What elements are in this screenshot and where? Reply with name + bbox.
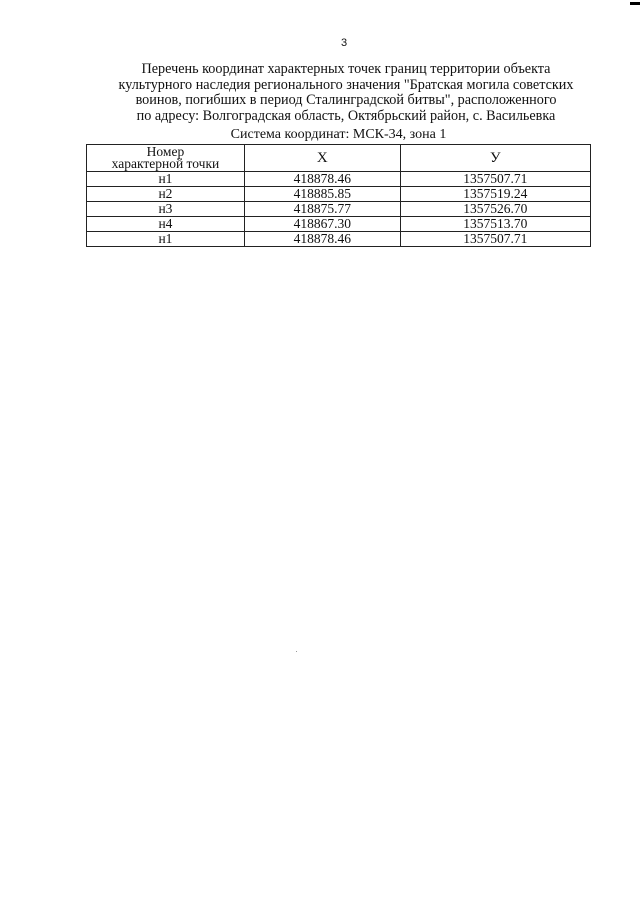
cell-point: н2 [87,187,245,202]
cell-y: 1357507.71 [400,172,590,187]
cell-x: 418885.85 [244,187,400,202]
title-line-3: воинов, погибших в период Сталинградской битвы", расположенного [135,92,557,108]
cell-point: н3 [87,202,245,217]
table-header-row [87,145,591,172]
document-title [86,62,606,124]
cell-point: н1 [87,172,245,187]
header-point-number [87,145,245,172]
title-line-2: культурного наследия регионального значения "Братская могила советских [118,76,574,93]
cell-y: 1357526.70 [400,202,590,217]
header-point-line-1: Номер [146,144,185,159]
cell-x: 418875.77 [244,202,400,217]
cell-x: 418878.46 [244,232,400,247]
scan-speck [296,651,297,652]
cell-point: н4 [87,217,245,232]
cell-y: 1357513.70 [400,217,590,232]
cell-point: н1 [87,232,245,247]
table-row [87,217,591,232]
header-x: X [244,145,400,172]
page-number: 3 [340,37,348,49]
cell-x: 418867.30 [244,217,400,232]
coordinates-table [86,144,591,247]
cell-y: 1357519.24 [400,187,590,202]
cell-x: 418878.46 [244,172,400,187]
header-point-line-2: характерной точки [111,156,220,171]
corner-scan-mark [630,2,640,5]
coordinate-system-caption: Система координат: МСК-34, зона 1 [230,127,447,142]
title-line-1: Перечень координат характерных точек границ территории объекта [141,61,551,77]
title-line-4: по адресу: Волгоградская область, Октябрьский район, с. Васильевка [136,107,556,124]
table-row [87,172,591,187]
table-row [87,232,591,247]
table-row [87,202,591,217]
header-y: У [400,145,590,172]
table-row [87,187,591,202]
cell-y: 1357507.71 [400,232,590,247]
